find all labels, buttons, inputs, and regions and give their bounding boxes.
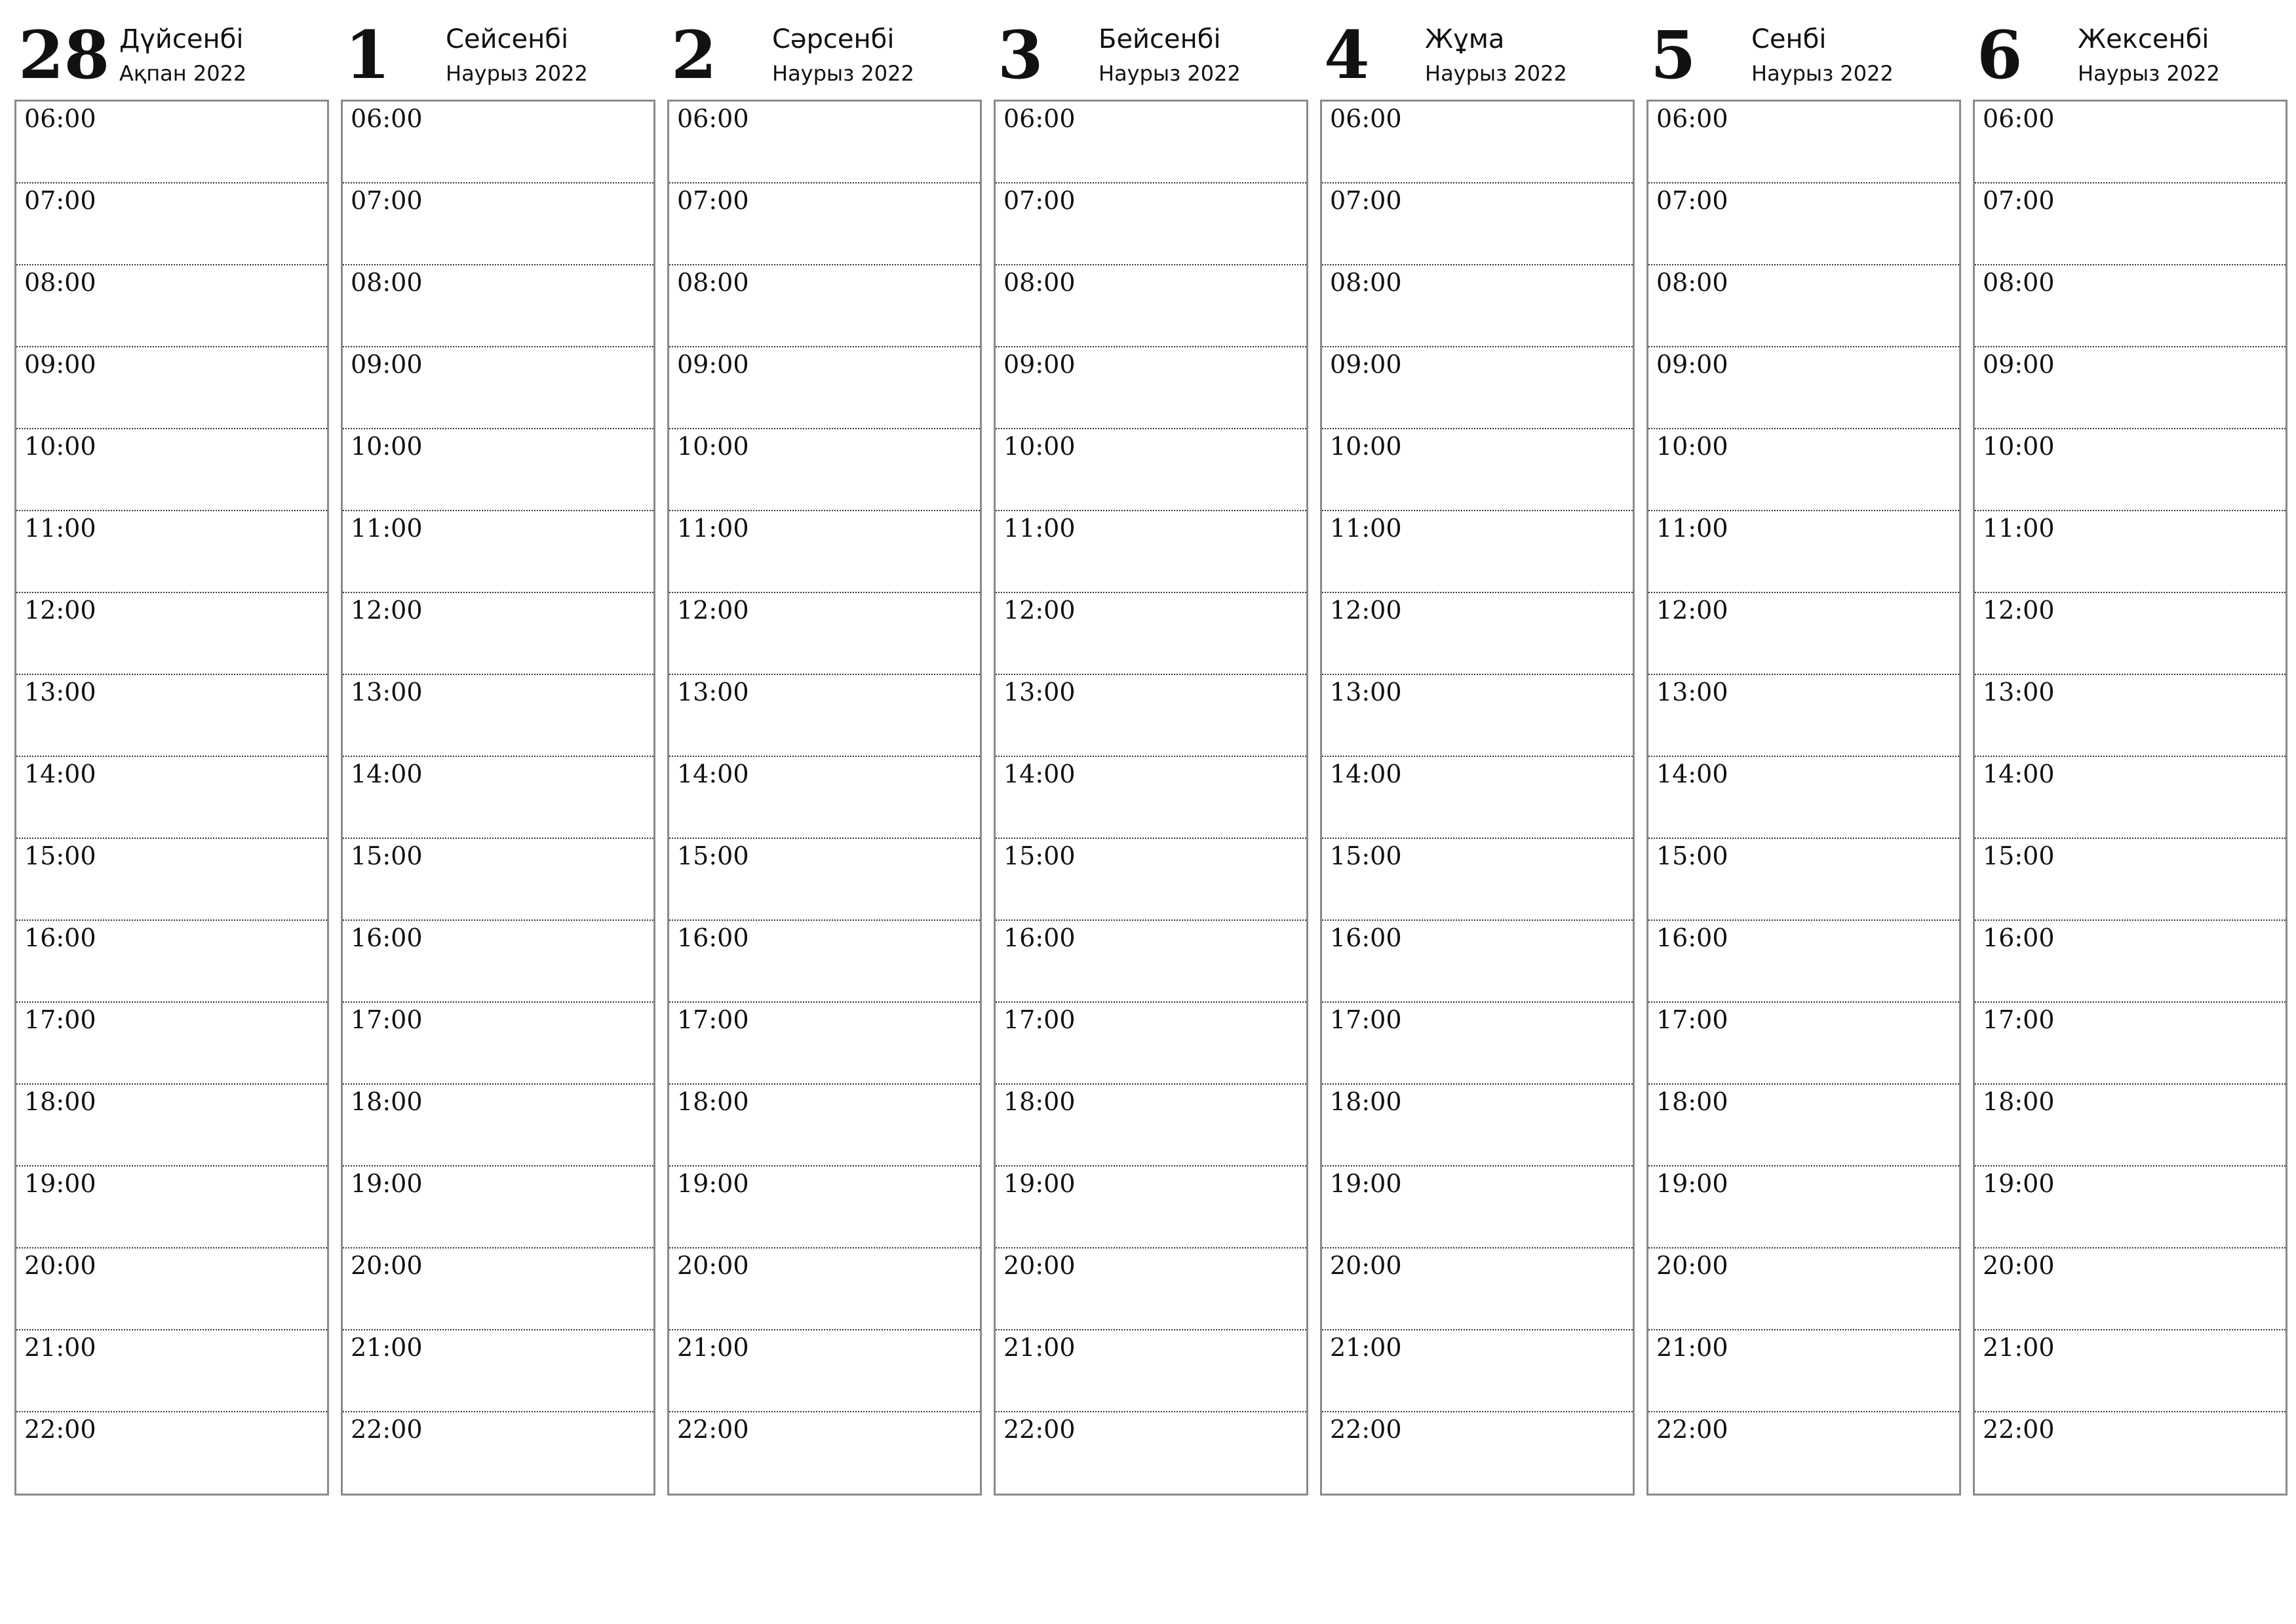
- time-slot[interactable]: [669, 839, 980, 921]
- time-label: 09:00: [1330, 350, 1402, 379]
- time-slot[interactable]: [996, 839, 1306, 921]
- time-label: 07:00: [1330, 186, 1402, 215]
- weekday-name: Сейсенбі: [446, 24, 569, 54]
- time-slots-box: [1646, 100, 1961, 1496]
- time-label: 08:00: [1656, 268, 1728, 297]
- time-slot[interactable]: [343, 757, 653, 839]
- time-slot[interactable]: [1322, 1085, 1633, 1167]
- month-year: Наурыз 2022: [1099, 61, 1241, 86]
- time-label: 17:00: [351, 1005, 423, 1034]
- time-label: 11:00: [351, 514, 423, 543]
- time-slot[interactable]: [16, 102, 327, 184]
- time-label: 06:00: [677, 104, 749, 133]
- time-label: 22:00: [1656, 1415, 1728, 1444]
- time-slot[interactable]: [16, 1003, 327, 1085]
- time-label: 15:00: [1330, 841, 1402, 870]
- time-slot[interactable]: [1648, 839, 1959, 921]
- time-label: 12:00: [1330, 596, 1402, 625]
- time-label: 09:00: [1003, 350, 1076, 379]
- time-label: 21:00: [351, 1333, 423, 1362]
- time-label: 12:00: [1003, 596, 1076, 625]
- time-slot[interactable]: [343, 1167, 653, 1248]
- time-slot[interactable]: [1322, 593, 1633, 675]
- time-slot[interactable]: [1322, 429, 1633, 511]
- day-header: [1646, 0, 1961, 98]
- day-header: [1320, 0, 1635, 98]
- time-label: 14:00: [24, 760, 96, 788]
- time-slot[interactable]: [16, 839, 327, 921]
- weekday-name: Дүйсенбі: [119, 24, 244, 54]
- time-slot[interactable]: [1648, 757, 1959, 839]
- time-slot[interactable]: [1648, 184, 1959, 265]
- time-slot[interactable]: [1975, 757, 2286, 839]
- time-slot[interactable]: [16, 921, 327, 1003]
- time-label: 15:00: [1656, 841, 1728, 870]
- time-slot[interactable]: [996, 347, 1306, 429]
- day-header: [14, 0, 329, 98]
- time-label: 21:00: [1330, 1333, 1402, 1362]
- time-label: 08:00: [1330, 268, 1402, 297]
- time-label: 20:00: [1656, 1251, 1728, 1280]
- time-slots-box: [341, 100, 655, 1496]
- time-label: 16:00: [24, 923, 96, 952]
- time-slot[interactable]: [1648, 675, 1959, 757]
- time-label: 20:00: [351, 1251, 423, 1280]
- time-slot[interactable]: [669, 102, 980, 184]
- time-label: 12:00: [351, 596, 423, 625]
- time-slot[interactable]: [343, 102, 653, 184]
- time-slots-box: [1973, 100, 2287, 1496]
- time-label: 17:00: [1330, 1005, 1402, 1034]
- time-label: 16:00: [1330, 923, 1402, 952]
- time-label: 19:00: [351, 1169, 423, 1198]
- time-slot[interactable]: [1648, 1330, 1959, 1412]
- time-slot[interactable]: [1975, 1412, 2286, 1494]
- time-label: 13:00: [351, 678, 423, 706]
- day-number: 5: [1650, 16, 1696, 94]
- time-slot[interactable]: [669, 1248, 980, 1330]
- time-slot[interactable]: [1975, 1003, 2286, 1085]
- time-slot[interactable]: [996, 757, 1306, 839]
- time-label: 18:00: [1983, 1087, 2055, 1116]
- time-label: 22:00: [1003, 1415, 1076, 1444]
- day-header: [341, 0, 655, 98]
- time-slot[interactable]: [1322, 675, 1633, 757]
- time-slot[interactable]: [1975, 839, 2286, 921]
- time-slot[interactable]: [343, 593, 653, 675]
- day-number: 2: [671, 16, 717, 94]
- time-label: 21:00: [1656, 1333, 1728, 1362]
- month-year: Наурыз 2022: [2078, 61, 2220, 86]
- time-label: 20:00: [1003, 1251, 1076, 1280]
- time-slot[interactable]: [1648, 1248, 1959, 1330]
- time-label: 12:00: [1656, 596, 1728, 625]
- time-label: 13:00: [1983, 678, 2055, 706]
- time-slot[interactable]: [669, 593, 980, 675]
- time-slot[interactable]: [1975, 1330, 2286, 1412]
- time-slots-box: [667, 100, 982, 1496]
- time-label: 08:00: [351, 268, 423, 297]
- day-column: [1973, 0, 2287, 1501]
- time-slot[interactable]: [1975, 265, 2286, 347]
- time-label: 07:00: [1003, 186, 1076, 215]
- time-label: 10:00: [1003, 432, 1076, 461]
- time-slot[interactable]: [1322, 265, 1633, 347]
- time-label: 07:00: [24, 186, 96, 215]
- time-label: 21:00: [1983, 1333, 2055, 1362]
- time-label: 19:00: [1330, 1169, 1402, 1198]
- time-slot[interactable]: [16, 511, 327, 593]
- time-label: 21:00: [1003, 1333, 1076, 1362]
- time-label: 13:00: [1003, 678, 1076, 706]
- time-slots-box: [994, 100, 1308, 1496]
- time-slot[interactable]: [16, 429, 327, 511]
- time-slot[interactable]: [343, 1248, 653, 1330]
- day-number: 4: [1324, 16, 1370, 94]
- time-slot[interactable]: [996, 429, 1306, 511]
- time-label: 14:00: [677, 760, 749, 788]
- time-label: 08:00: [677, 268, 749, 297]
- time-slot[interactable]: [1322, 1330, 1633, 1412]
- time-slot[interactable]: [1322, 921, 1633, 1003]
- time-slot[interactable]: [996, 921, 1306, 1003]
- time-slot[interactable]: [343, 347, 653, 429]
- time-slot[interactable]: [1975, 921, 2286, 1003]
- time-slot[interactable]: [16, 1248, 327, 1330]
- time-label: 15:00: [1983, 841, 2055, 870]
- day-header: [667, 0, 982, 98]
- time-label: 10:00: [1656, 432, 1728, 461]
- month-year: Ақпан 2022: [119, 61, 247, 86]
- time-label: 19:00: [1983, 1169, 2055, 1198]
- time-slot[interactable]: [1322, 1003, 1633, 1085]
- time-slot[interactable]: [1322, 1167, 1633, 1248]
- time-slot[interactable]: [996, 511, 1306, 593]
- day-column: [1320, 0, 1635, 1501]
- time-slot[interactable]: [1975, 593, 2286, 675]
- time-label: 14:00: [1656, 760, 1728, 788]
- time-slot[interactable]: [996, 184, 1306, 265]
- weekday-name: Жұма: [1425, 24, 1505, 54]
- time-label: 14:00: [1003, 760, 1076, 788]
- time-label: 15:00: [24, 841, 96, 870]
- time-slot[interactable]: [996, 265, 1306, 347]
- month-year: Наурыз 2022: [772, 61, 914, 86]
- time-label: 06:00: [1983, 104, 2055, 133]
- time-label: 18:00: [351, 1087, 423, 1116]
- time-slot[interactable]: [16, 757, 327, 839]
- weekday-name: Сәрсенбі: [772, 24, 895, 54]
- time-slot[interactable]: [669, 1330, 980, 1412]
- time-slot[interactable]: [996, 1330, 1306, 1412]
- time-label: 18:00: [1656, 1087, 1728, 1116]
- time-label: 16:00: [677, 923, 749, 952]
- month-year: Наурыз 2022: [1751, 61, 1894, 86]
- time-label: 16:00: [1656, 923, 1728, 952]
- time-slot[interactable]: [1648, 265, 1959, 347]
- time-slot[interactable]: [16, 1412, 327, 1494]
- time-label: 11:00: [1330, 514, 1402, 543]
- time-slot[interactable]: [343, 1412, 653, 1494]
- time-label: 09:00: [351, 350, 423, 379]
- time-label: 08:00: [1003, 268, 1076, 297]
- time-label: 22:00: [351, 1415, 423, 1444]
- time-label: 19:00: [24, 1169, 96, 1198]
- time-label: 18:00: [24, 1087, 96, 1116]
- time-label: 06:00: [24, 104, 96, 133]
- time-slot[interactable]: [1648, 102, 1959, 184]
- time-slot[interactable]: [16, 347, 327, 429]
- day-header: [1973, 0, 2287, 98]
- time-slot[interactable]: [343, 184, 653, 265]
- time-label: 18:00: [677, 1087, 749, 1116]
- time-slot[interactable]: [996, 102, 1306, 184]
- time-label: 11:00: [1003, 514, 1076, 543]
- day-column: [667, 0, 982, 1501]
- time-slot[interactable]: [16, 1330, 327, 1412]
- time-label: 22:00: [1983, 1415, 2055, 1444]
- time-slot[interactable]: [16, 1085, 327, 1167]
- day-number: 1: [345, 16, 391, 94]
- time-slot[interactable]: [1648, 1085, 1959, 1167]
- time-label: 20:00: [1330, 1251, 1402, 1280]
- time-label: 20:00: [24, 1251, 96, 1280]
- time-slot[interactable]: [1648, 1003, 1959, 1085]
- time-slot[interactable]: [1975, 429, 2286, 511]
- time-label: 17:00: [1656, 1005, 1728, 1034]
- time-slot[interactable]: [669, 347, 980, 429]
- weekday-name: Бейсенбі: [1099, 24, 1221, 54]
- time-slot[interactable]: [1322, 1412, 1633, 1494]
- time-slot[interactable]: [996, 1085, 1306, 1167]
- time-label: 07:00: [677, 186, 749, 215]
- time-label: 17:00: [1983, 1005, 2055, 1034]
- time-label: 09:00: [1656, 350, 1728, 379]
- time-slot[interactable]: [343, 1003, 653, 1085]
- time-label: 11:00: [24, 514, 96, 543]
- time-slot[interactable]: [669, 1085, 980, 1167]
- time-slot[interactable]: [343, 429, 653, 511]
- time-slot[interactable]: [1322, 184, 1633, 265]
- time-label: 16:00: [351, 923, 423, 952]
- day-column: [994, 0, 1308, 1501]
- time-label: 06:00: [1330, 104, 1402, 133]
- day-column: [14, 0, 329, 1501]
- time-slot[interactable]: [669, 1003, 980, 1085]
- time-slot[interactable]: [343, 921, 653, 1003]
- time-slot[interactable]: [996, 1248, 1306, 1330]
- time-label: 17:00: [24, 1005, 96, 1034]
- time-label: 15:00: [1003, 841, 1076, 870]
- time-slot[interactable]: [669, 675, 980, 757]
- time-slot[interactable]: [669, 511, 980, 593]
- time-slot[interactable]: [1648, 511, 1959, 593]
- time-slot[interactable]: [16, 184, 327, 265]
- time-slot[interactable]: [669, 1412, 980, 1494]
- time-slot[interactable]: [1322, 1248, 1633, 1330]
- time-label: 17:00: [677, 1005, 749, 1034]
- time-slot[interactable]: [1322, 102, 1633, 184]
- weekday-name: Сенбі: [1751, 24, 1827, 54]
- time-slot[interactable]: [996, 675, 1306, 757]
- time-label: 21:00: [24, 1333, 96, 1362]
- time-slot[interactable]: [669, 184, 980, 265]
- time-label: 14:00: [1330, 760, 1402, 788]
- time-slot[interactable]: [16, 675, 327, 757]
- time-slot[interactable]: [343, 675, 653, 757]
- time-slot[interactable]: [669, 265, 980, 347]
- time-slot[interactable]: [1648, 429, 1959, 511]
- time-label: 12:00: [1983, 596, 2055, 625]
- time-slot[interactable]: [1975, 675, 2286, 757]
- time-slot[interactable]: [1648, 1412, 1959, 1494]
- time-slot[interactable]: [1322, 839, 1633, 921]
- time-label: 16:00: [1983, 923, 2055, 952]
- time-label: 22:00: [677, 1415, 749, 1444]
- time-label: 07:00: [1983, 186, 2055, 215]
- time-label: 06:00: [351, 104, 423, 133]
- time-slot[interactable]: [1322, 347, 1633, 429]
- time-slot[interactable]: [343, 265, 653, 347]
- time-label: 19:00: [677, 1169, 749, 1198]
- time-slot[interactable]: [16, 1167, 327, 1248]
- time-slot[interactable]: [343, 1330, 653, 1412]
- time-label: 13:00: [677, 678, 749, 706]
- time-label: 09:00: [677, 350, 749, 379]
- time-slot[interactable]: [1648, 593, 1959, 675]
- time-label: 11:00: [1656, 514, 1728, 543]
- time-slot[interactable]: [1975, 1248, 2286, 1330]
- time-slot[interactable]: [996, 1003, 1306, 1085]
- time-label: 14:00: [1983, 760, 2055, 788]
- day-header: [994, 0, 1308, 98]
- time-label: 09:00: [1983, 350, 2055, 379]
- time-slot[interactable]: [343, 511, 653, 593]
- time-slot[interactable]: [343, 839, 653, 921]
- time-label: 13:00: [1656, 678, 1728, 706]
- time-label: 12:00: [24, 596, 96, 625]
- time-label: 10:00: [677, 432, 749, 461]
- month-year: Наурыз 2022: [1425, 61, 1567, 86]
- time-label: 10:00: [1330, 432, 1402, 461]
- time-label: 20:00: [677, 1251, 749, 1280]
- time-label: 19:00: [1656, 1169, 1728, 1198]
- time-slot[interactable]: [1648, 921, 1959, 1003]
- time-label: 15:00: [351, 841, 423, 870]
- time-slot[interactable]: [1975, 184, 2286, 265]
- time-slot[interactable]: [1975, 511, 2286, 593]
- time-slot[interactable]: [669, 1167, 980, 1248]
- time-label: 18:00: [1003, 1087, 1076, 1116]
- time-label: 19:00: [1003, 1169, 1076, 1198]
- time-label: 20:00: [1983, 1251, 2055, 1280]
- time-slot[interactable]: [1975, 102, 2286, 184]
- time-slot[interactable]: [996, 1167, 1306, 1248]
- time-label: 07:00: [351, 186, 423, 215]
- time-slot[interactable]: [1648, 1167, 1959, 1248]
- time-label: 13:00: [1330, 678, 1402, 706]
- day-column: [1646, 0, 1961, 1501]
- time-label: 12:00: [677, 596, 749, 625]
- time-label: 16:00: [1003, 923, 1076, 952]
- month-year: Наурыз 2022: [446, 61, 588, 86]
- time-slots-box: [1320, 100, 1635, 1496]
- time-slot[interactable]: [1322, 511, 1633, 593]
- time-label: 10:00: [24, 432, 96, 461]
- time-slot[interactable]: [1975, 1167, 2286, 1248]
- time-label: 22:00: [24, 1415, 96, 1444]
- time-slot[interactable]: [1322, 757, 1633, 839]
- time-label: 11:00: [677, 514, 749, 543]
- time-label: 07:00: [1656, 186, 1728, 215]
- day-number: 6: [1977, 16, 2023, 94]
- time-slot[interactable]: [669, 429, 980, 511]
- time-label: 11:00: [1983, 514, 2055, 543]
- time-label: 17:00: [1003, 1005, 1076, 1034]
- time-label: 13:00: [24, 678, 96, 706]
- time-label: 08:00: [1983, 268, 2055, 297]
- time-label: 18:00: [1330, 1087, 1402, 1116]
- time-label: 08:00: [24, 268, 96, 297]
- time-slot[interactable]: [16, 593, 327, 675]
- day-number: 28: [18, 16, 110, 94]
- day-column: [341, 0, 655, 1501]
- time-label: 10:00: [1983, 432, 2055, 461]
- time-label: 15:00: [677, 841, 749, 870]
- time-label: 10:00: [351, 432, 423, 461]
- time-slot[interactable]: [1648, 347, 1959, 429]
- time-slot[interactable]: [996, 1412, 1306, 1494]
- time-slot[interactable]: [1975, 347, 2286, 429]
- time-label: 14:00: [351, 760, 423, 788]
- weekday-name: Жексенбі: [2078, 24, 2209, 54]
- day-number: 3: [998, 16, 1043, 94]
- time-slot[interactable]: [343, 1085, 653, 1167]
- time-label: 22:00: [1330, 1415, 1402, 1444]
- time-slot[interactable]: [996, 593, 1306, 675]
- time-label: 09:00: [24, 350, 96, 379]
- time-slot[interactable]: [669, 921, 980, 1003]
- time-slot[interactable]: [669, 757, 980, 839]
- time-slots-box: [14, 100, 329, 1496]
- time-label: 06:00: [1003, 104, 1076, 133]
- time-label: 21:00: [677, 1333, 749, 1362]
- time-slot[interactable]: [16, 265, 327, 347]
- time-slot[interactable]: [1975, 1085, 2286, 1167]
- time-label: 06:00: [1656, 104, 1728, 133]
